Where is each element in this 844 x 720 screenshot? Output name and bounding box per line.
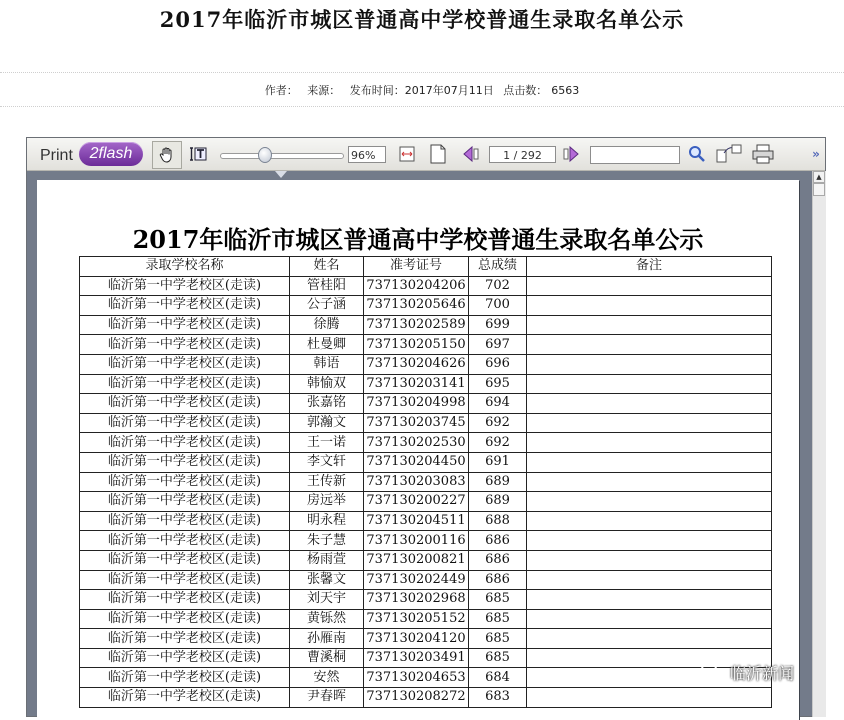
document-title: 2017年临沂市城区普通高中学校普通生录取名单公示	[132, 225, 704, 254]
remark-cell	[527, 296, 772, 316]
school-cell: 临沂第一中学老校区(走读)	[80, 296, 290, 316]
name-cell: 曹溪桐	[290, 648, 364, 668]
name-cell: 安然	[290, 668, 364, 688]
school-cell: 临沂第一中学老校区(走读)	[80, 276, 290, 296]
school-cell: 临沂第一中学老校区(走读)	[80, 688, 290, 708]
fit-page-button[interactable]	[428, 143, 448, 165]
name-cell: 韩愉双	[290, 374, 364, 394]
table-row	[80, 335, 772, 355]
2flash-logo: 2flash	[79, 142, 143, 166]
name-cell: 徐腾	[290, 315, 364, 335]
source-label: 来源：	[307, 84, 341, 97]
score-cell: 692	[469, 433, 527, 453]
school-cell: 临沂第一中学老校区(走读)	[80, 668, 290, 688]
table-row	[80, 374, 772, 394]
score-cell: 686	[469, 550, 527, 570]
name-cell: 孙雁南	[290, 629, 364, 649]
vertical-scrollbar[interactable]	[812, 171, 826, 717]
wechat-watermark	[700, 661, 794, 684]
exam-id-cell: 737130200227	[364, 492, 469, 512]
score-cell: 686	[469, 531, 527, 551]
exam-id-cell: 737130205150	[364, 335, 469, 355]
print-logo: Print	[40, 147, 73, 164]
score-cell: 689	[469, 472, 527, 492]
page-number-input[interactable]: 1 / 292	[489, 146, 556, 163]
score-cell: 688	[469, 511, 527, 531]
print-button[interactable]	[751, 143, 775, 165]
score-cell: 685	[469, 648, 527, 668]
export-icon	[716, 144, 742, 164]
remark-cell	[527, 452, 772, 472]
zoom-input[interactable]: 96%	[348, 146, 386, 163]
exam-id-cell: 737130204626	[364, 354, 469, 374]
school-cell: 临沂第一中学老校区(走读)	[80, 335, 290, 355]
column-header: 姓名	[290, 257, 364, 277]
school-cell: 临沂第一中学老校区(走读)	[80, 648, 290, 668]
divider	[0, 72, 844, 73]
name-cell: 房远举	[290, 492, 364, 512]
clicks-count: 6563	[551, 84, 580, 97]
school-cell: 临沂第一中学老校区(走读)	[80, 413, 290, 433]
table-row	[80, 570, 772, 590]
exam-id-cell: 737130205152	[364, 609, 469, 629]
exam-id-cell: 737130204998	[364, 394, 469, 414]
school-cell: 临沂第一中学老校区(走读)	[80, 354, 290, 374]
table-body	[80, 276, 772, 707]
admission-table	[79, 256, 772, 708]
school-cell: 临沂第一中学老校区(走读)	[80, 433, 290, 453]
exam-id-cell: 737130204450	[364, 452, 469, 472]
table-row	[80, 531, 772, 551]
table-row	[80, 354, 772, 374]
school-cell: 临沂第一中学老校区(走读)	[80, 472, 290, 492]
remark-cell	[527, 688, 772, 708]
article-meta	[0, 82, 844, 98]
more-icon[interactable]: »	[812, 147, 820, 161]
search-input[interactable]	[590, 146, 680, 164]
score-cell: 691	[469, 452, 527, 472]
remark-cell	[527, 394, 772, 414]
print-icon	[752, 144, 774, 164]
exam-id-cell: 737130204206	[364, 276, 469, 296]
exam-id-cell: 737130203083	[364, 472, 469, 492]
score-cell: 702	[469, 276, 527, 296]
zoom-slider-handle[interactable]	[258, 147, 272, 163]
name-cell: 杜曼卿	[290, 335, 364, 355]
school-cell: 临沂第一中学老校区(走读)	[80, 570, 290, 590]
exam-id-cell: 737130204653	[364, 668, 469, 688]
table-row	[80, 433, 772, 453]
table-row	[80, 492, 772, 512]
score-cell: 686	[469, 570, 527, 590]
school-cell: 临沂第一中学老校区(走读)	[80, 394, 290, 414]
remark-cell	[527, 433, 772, 453]
table-row	[80, 609, 772, 629]
hand-tool-button[interactable]	[152, 141, 182, 169]
export-button[interactable]	[715, 143, 743, 165]
exam-id-cell: 737130203141	[364, 374, 469, 394]
exam-id-cell: 737130202530	[364, 433, 469, 453]
school-cell: 临沂第一中学老校区(走读)	[80, 374, 290, 394]
remark-cell	[527, 629, 772, 649]
table-row	[80, 688, 772, 708]
score-cell: 696	[469, 354, 527, 374]
score-cell: 685	[469, 629, 527, 649]
exam-id-cell: 737130200116	[364, 531, 469, 551]
wechat-icon	[700, 663, 724, 683]
exam-id-cell: 737130200821	[364, 550, 469, 570]
next-page-icon	[561, 145, 581, 163]
exam-id-cell: 737130203745	[364, 413, 469, 433]
table-row	[80, 394, 772, 414]
hand-icon	[158, 146, 176, 164]
school-cell: 临沂第一中学老校区(走读)	[80, 492, 290, 512]
table-row	[80, 472, 772, 492]
column-header: 准考证号	[364, 257, 469, 277]
remark-cell	[527, 590, 772, 610]
school-cell: 临沂第一中学老校区(走读)	[80, 531, 290, 551]
remark-cell	[527, 276, 772, 296]
name-cell: 尹春晖	[290, 688, 364, 708]
table-row	[80, 590, 772, 610]
school-cell: 临沂第一中学老校区(走读)	[80, 550, 290, 570]
text-select-icon	[188, 146, 208, 162]
exam-id-cell: 737130208272	[364, 688, 469, 708]
score-cell: 692	[469, 413, 527, 433]
zoom-slider-track[interactable]	[220, 153, 344, 159]
page-title: 2017年临沂市城区普通高中学校普通生录取名单公示	[159, 7, 685, 32]
clicks-label: 点击数：	[503, 84, 548, 97]
name-cell: 韩语	[290, 354, 364, 374]
exam-id-cell: 737130202449	[364, 570, 469, 590]
exam-id-cell: 737130203491	[364, 648, 469, 668]
table-row	[80, 452, 772, 472]
remark-cell	[527, 609, 772, 629]
name-cell: 张嘉铭	[290, 394, 364, 414]
score-cell: 689	[469, 492, 527, 512]
score-cell: 695	[469, 374, 527, 394]
watermark-text: 临沂新闻	[730, 664, 795, 683]
score-cell: 700	[469, 296, 527, 316]
school-cell: 临沂第一中学老校区(走读)	[80, 511, 290, 531]
name-cell: 李文轩	[290, 452, 364, 472]
next-page-button[interactable]	[561, 143, 581, 165]
exam-id-cell: 737130205646	[364, 296, 469, 316]
document-page	[37, 180, 799, 720]
score-cell: 694	[469, 394, 527, 414]
remark-cell	[527, 374, 772, 394]
table-row	[80, 296, 772, 316]
name-cell: 杨雨萱	[290, 550, 364, 570]
score-cell: 685	[469, 590, 527, 610]
school-cell: 临沂第一中学老校区(走读)	[80, 609, 290, 629]
name-cell: 管桂阳	[290, 276, 364, 296]
text-select-button[interactable]	[187, 143, 209, 165]
score-cell: 684	[469, 668, 527, 688]
school-cell: 临沂第一中学老校区(走读)	[80, 629, 290, 649]
exam-id-cell: 737130204120	[364, 629, 469, 649]
exam-id-cell: 737130202968	[364, 590, 469, 610]
remark-cell	[527, 472, 772, 492]
scroll-thumb[interactable]	[813, 183, 825, 196]
school-cell: 临沂第一中学老校区(走读)	[80, 452, 290, 472]
remark-cell	[527, 354, 772, 374]
remark-cell	[527, 531, 772, 551]
name-cell: 刘天宇	[290, 590, 364, 610]
page-marker-icon	[275, 171, 287, 178]
prev-page-icon	[461, 145, 481, 163]
name-cell: 王一诺	[290, 433, 364, 453]
table-row	[80, 413, 772, 433]
table-row	[80, 648, 772, 668]
column-header: 录取学校名称	[80, 257, 290, 277]
table-row	[80, 276, 772, 296]
name-cell: 朱子慧	[290, 531, 364, 551]
publish-time: 发布时间：2017年07月11日	[349, 84, 494, 97]
author-label: 作者：	[264, 84, 298, 97]
exam-id-cell: 737130202589	[364, 315, 469, 335]
viewer-toolbar	[27, 138, 825, 171]
remark-cell	[527, 570, 772, 590]
name-cell: 黄铄然	[290, 609, 364, 629]
remark-cell	[527, 335, 772, 355]
name-cell: 公子涵	[290, 296, 364, 316]
remark-cell	[527, 492, 772, 512]
search-button[interactable]	[687, 143, 707, 165]
prev-page-button[interactable]	[461, 143, 481, 165]
score-cell: 699	[469, 315, 527, 335]
name-cell: 张馨文	[290, 570, 364, 590]
table-row	[80, 629, 772, 649]
table-row	[80, 668, 772, 688]
school-cell: 临沂第一中学老校区(走读)	[80, 315, 290, 335]
column-header: 备注	[527, 257, 772, 277]
remark-cell	[527, 550, 772, 570]
table-row	[80, 315, 772, 335]
divider	[0, 106, 844, 107]
table-header-row	[80, 257, 772, 277]
table-row	[80, 550, 772, 570]
column-header: 总成绩	[469, 257, 527, 277]
fit-width-icon	[398, 145, 416, 163]
score-cell: 683	[469, 688, 527, 708]
school-cell: 临沂第一中学老校区(走读)	[80, 590, 290, 610]
exam-id-cell: 737130204511	[364, 511, 469, 531]
scroll-up-icon[interactable]: ▲	[813, 171, 825, 183]
flash-viewer	[26, 137, 826, 717]
name-cell: 郭瀚文	[290, 413, 364, 433]
remark-cell	[527, 413, 772, 433]
table-row	[80, 511, 772, 531]
fit-width-button[interactable]	[397, 143, 417, 165]
fit-page-icon	[430, 144, 446, 164]
search-icon	[688, 145, 706, 163]
score-cell: 697	[469, 335, 527, 355]
score-cell: 685	[469, 609, 527, 629]
remark-cell	[527, 511, 772, 531]
name-cell: 王传新	[290, 472, 364, 492]
name-cell: 明永程	[290, 511, 364, 531]
remark-cell	[527, 315, 772, 335]
